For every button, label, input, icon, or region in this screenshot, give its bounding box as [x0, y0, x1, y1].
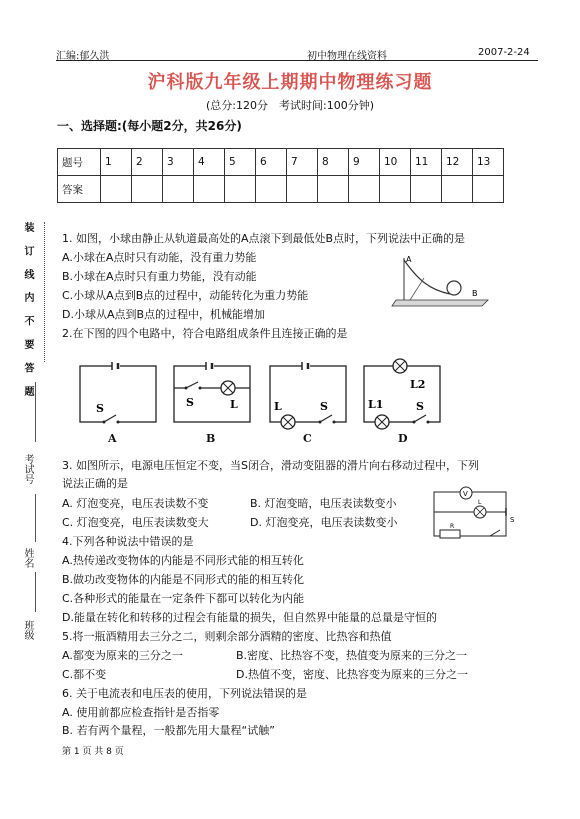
exam-no-label: 考试号: [22, 454, 33, 484]
answer-table-label: 题号: [58, 149, 101, 176]
lamp2-label: L2: [410, 378, 426, 391]
answer-cell[interactable]: [473, 176, 504, 203]
rheostat-circuit-figure: [430, 488, 522, 544]
point-b-label: B: [472, 289, 478, 298]
point-a-label: A: [406, 255, 412, 264]
question-number: 7: [287, 149, 318, 176]
question-number: 3: [163, 149, 194, 176]
question-number: 8: [318, 149, 349, 176]
switch-label: S: [96, 402, 104, 415]
option-6a: A. 使用前都应检查指针是否指零: [62, 706, 220, 719]
question-number: 13: [473, 149, 504, 176]
circuit-c: [268, 362, 348, 424]
name-label: 姓名: [22, 548, 33, 568]
option-5b: B.密度、比热容不变，热值变为原来的三分之一: [236, 649, 468, 662]
answer-cell[interactable]: [163, 176, 194, 203]
option-3a: A. 灯泡变亮，电压表读数不变: [62, 497, 209, 510]
question-3-cont: 说法正确的是: [62, 477, 128, 490]
circuit-d: [362, 362, 442, 424]
answer-cell[interactable]: [194, 176, 225, 203]
question-number: 9: [349, 149, 380, 176]
question-5: 5.将一瓶酒精用去三分之二，则剩余部分酒精的密度、比热容和热值: [62, 630, 392, 643]
switch-label: S: [510, 516, 515, 524]
option-1b: B.小球在A点时只有重力势能，没有动能: [62, 270, 257, 283]
header-rule: [56, 60, 538, 61]
question-number: 10: [380, 149, 411, 176]
option-1a: A.小球在A点时只有动能，没有重力势能: [62, 251, 257, 264]
rheostat-label: R: [450, 523, 455, 530]
question-3: 3. 如图所示，电源电压恒定不变，当S闭合，滑动变阻器的滑片向右移动过程中，下列: [62, 459, 479, 472]
exam-no-line: [35, 382, 36, 442]
circuit-a: [78, 362, 158, 424]
answer-cell[interactable]: [380, 176, 411, 203]
lamp-label: L: [230, 398, 238, 411]
question-number: 11: [411, 149, 442, 176]
name-line: [35, 494, 36, 542]
switch-label: S: [416, 400, 424, 413]
option-1d: D.小球从A点到B点的过程中，机械能增加: [62, 308, 266, 321]
page-title: 沪科版九年级上期期中物理练习题: [147, 72, 433, 93]
answer-cell[interactable]: [411, 176, 442, 203]
class-label: 班级: [22, 620, 33, 640]
option-6b: B. 若有两个量程，一般都先用大量程“试触”: [62, 724, 275, 737]
option-3c: C. 灯泡变亮，电压表读数变大: [62, 516, 209, 529]
circuit-label-d: D: [398, 432, 408, 445]
option-4a: A.热传递改变物体的内能是不同形式能的相互转化: [62, 554, 304, 567]
option-5c: C.都不变: [62, 668, 107, 681]
answer-table-number-row: [58, 149, 504, 176]
question-4: 4.下列各种说法中错误的是: [62, 535, 194, 548]
option-3b: B. 灯泡变暗，电压表读数变小: [250, 497, 397, 510]
header-date: 2007-2-24: [478, 47, 530, 58]
question-number: 2: [132, 149, 163, 176]
option-3d: D. 灯泡变亮，电压表读数变小: [250, 516, 398, 529]
header-source: 初中物理在线资料: [307, 51, 387, 62]
binding-dotted-line: [44, 222, 45, 362]
question-1: 1. 如图，小球由静止从轨道最高处的A点滚下到最低处B点时，下列说法中正确的是: [62, 232, 466, 245]
circuit-label-b: B: [206, 432, 216, 445]
question-number: 4: [194, 149, 225, 176]
lamp-label: L: [274, 400, 282, 413]
option-5d: D.热值不变，密度、比热容变为原来的三分之一: [236, 668, 468, 681]
option-4b: B.做功改变物体的内能是不同形式的能的相互转化: [62, 573, 305, 586]
class-line: [35, 572, 36, 612]
answer-cell[interactable]: [225, 176, 256, 203]
option-1c: C.小球从A点到B点的过程中，动能转化为重力势能: [62, 289, 309, 302]
switch-label: S: [320, 400, 328, 413]
option-4d: D.能量在转化和转移的过程会有能量的损失，但自然界中能量的总量是守恒的: [62, 611, 437, 624]
answer-cell[interactable]: [287, 176, 318, 203]
answer-table-label: 答案: [58, 176, 101, 203]
question-number: 6: [256, 149, 287, 176]
question-2: 2.在下图的四个电路中，符合电路组成条件且连接正确的是: [62, 327, 348, 340]
binding-note: 装 订 线 内 不 要 答 题: [22, 222, 33, 402]
lamp1-label: L1: [368, 398, 384, 411]
answer-table: [57, 148, 504, 203]
answer-cell[interactable]: [132, 176, 163, 203]
answer-cell[interactable]: [349, 176, 380, 203]
page-footer: 第 1 页 共 8 页: [62, 747, 124, 757]
track-figure: [390, 250, 500, 320]
answer-cell[interactable]: [101, 176, 132, 203]
circuit-label-c: C: [303, 432, 312, 445]
answer-cell[interactable]: [256, 176, 287, 203]
answer-table-answer-row: [58, 176, 504, 203]
header-author: 汇编:郁久洪: [56, 51, 110, 62]
question-number: 12: [442, 149, 473, 176]
voltmeter-label: V: [463, 490, 468, 498]
switch-label: S: [186, 396, 194, 409]
lamp-label: L: [478, 499, 482, 506]
question-number: 1: [101, 149, 132, 176]
option-4c: C.各种形式的能量在一定条件下都可以转化为内能: [62, 592, 305, 605]
circuit-b: [172, 362, 252, 424]
answer-cell[interactable]: [318, 176, 349, 203]
option-5a: A.都变为原来的三分之一: [62, 649, 183, 662]
answer-cell[interactable]: [442, 176, 473, 203]
page-subtitle: (总分:120分 考试时间:100分钟): [206, 99, 374, 112]
section-heading: 一、选择题:(每小题2分，共26分): [57, 119, 242, 133]
question-6: 6. 关于电流表和电压表的使用，下列说法错误的是: [62, 687, 307, 700]
question-number: 5: [225, 149, 256, 176]
circuit-label-a: A: [108, 432, 117, 445]
